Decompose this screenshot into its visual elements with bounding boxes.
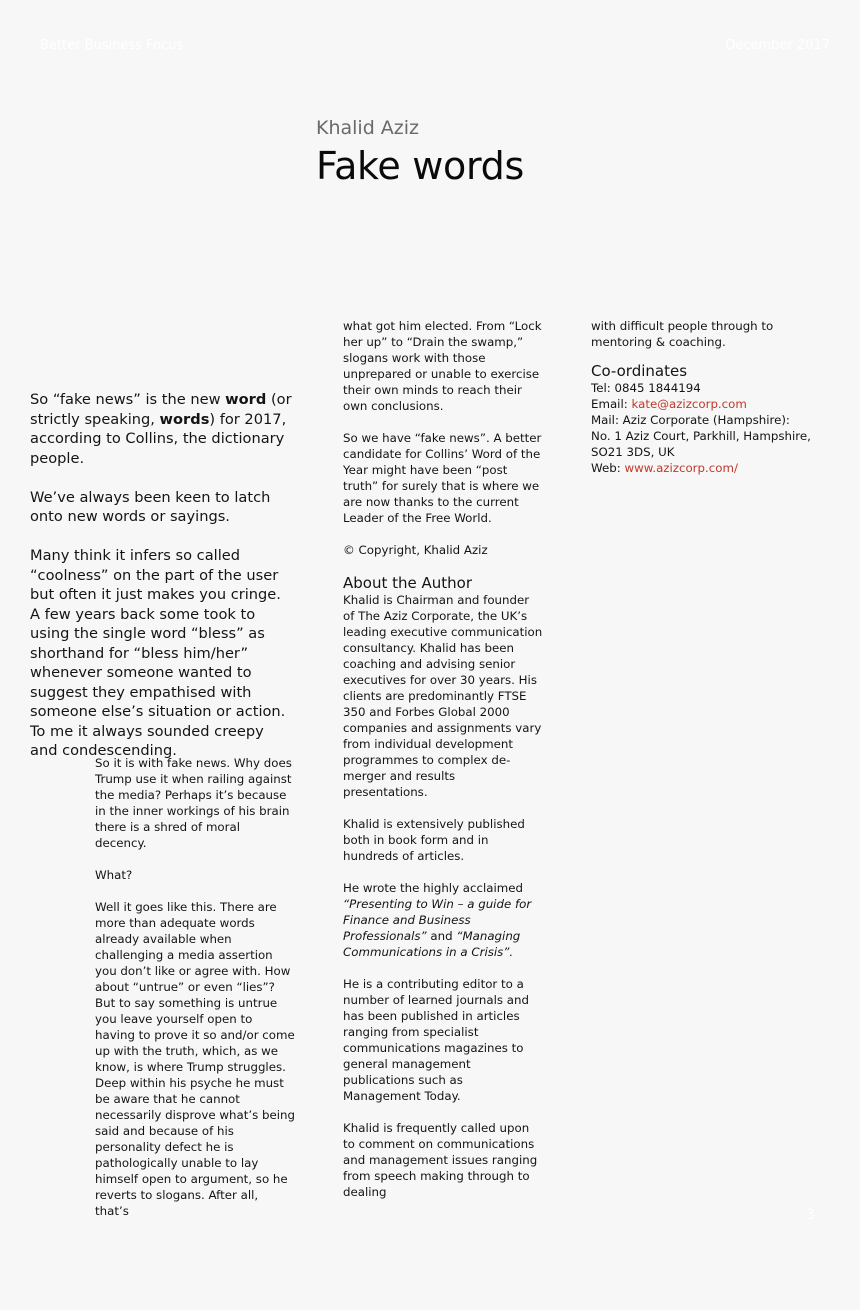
body-paragraph: So we have “fake news”. A better candidate for Collins’ Word of the Year might have been “post truth” for surely that is where we are now thanks to the current Leader of the Free World.	[343, 431, 542, 525]
body-paragraph: Well it goes like this. There are more than adequate words already available when challenging a media assertion you don’t like or agree with. How about “untrue” or even “lies”? But to say something is untrue you leave yourself open to having to prove it so and/or come up with the truth, which, as we know, is where Trump struggles. Deep within his psyche he must be aware that he cannot necessarily disprove what’s being said and because of his personality defect he is pathologically unable to lay himself open to argument, so he reverts to slogans. After all, that’s	[95, 900, 295, 1218]
book-title: “Presenting to Win – a guide for Finance and Business Professionals”	[343, 897, 532, 943]
email-line: Email: kate@azizcorp.com	[591, 397, 747, 411]
intro-paragraph: We’ve always been keen to latch onto new words or sayings.	[30, 488, 271, 525]
web-line: Web: www.azizcorp.com/	[591, 461, 738, 475]
book-title: “Managing Communications in a Crisis”.	[343, 929, 521, 959]
about-author-heading: About the Author	[343, 574, 473, 592]
article-author: Khalid Aziz	[316, 117, 420, 139]
website-link[interactable]: www.azizcorp.com/	[624, 461, 738, 475]
mail-address: No. 1 Aziz Court, Parkhill, Hampshire, SO21 3DS, UK	[591, 429, 811, 459]
article-title: Fake words	[316, 144, 524, 188]
coordinates-heading: Co-ordinates	[591, 362, 688, 380]
body-paragraph: what got him elected. From “Lock her up” to “Drain the swamp,” slogans work with those unprepared or unable to exercise their own minds to reach their own conclusions.	[343, 319, 542, 413]
body-paragraph: What?	[95, 868, 133, 882]
email-link[interactable]: kate@azizcorp.com	[631, 397, 747, 411]
intro-column	[30, 390, 292, 780]
about-paragraph: Khalid is frequently called upon to comment on communications and management issues ranging from speech making through to dealing	[343, 1121, 538, 1199]
intro-paragraph: Many think it infers so called “coolness” on the part of the user but often it just makes you cringe. A few years back some took to using the single word “bless” as shorthand for “bless him/her” whenever someone wanted to suggest they empathised with someone else’s situation or action. To me it always sounded creepy and condescending.	[30, 547, 286, 759]
about-paragraph: He is a contributing editor to a number of learned journals and has been published in articles ranging from specialist communications magazines to general management publications such as Management Today.	[343, 977, 529, 1103]
body-column-2	[343, 318, 543, 1216]
body-paragraph: with difficult people through to mentoring & coaching.	[591, 319, 774, 349]
about-paragraph: Khalid is Chairman and founder of The Aziz Corporate, the UK’s leading executive communication consultancy. Khalid has been coaching and advising senior executives for over 30 years. His clients are predominantly FTSE 350 and Forbes Global 2000 companies and assignments vary from individual development programmes to complex de-merger and results presentations.	[343, 593, 543, 799]
about-paragraph: He wrote the highly acclaimed “Presenting to Win – a guide for Finance and Business Professionals” and “Managing Communications in a Crisis”.	[343, 881, 532, 959]
about-paragraph: Khalid is extensively published both in book form and in hundreds of articles.	[343, 817, 525, 863]
body-column-1	[95, 755, 295, 1235]
mail-line: Mail: Aziz Corporate (Hampshire):	[591, 413, 790, 427]
copyright-line: © Copyright, Khalid Aziz	[343, 543, 488, 557]
bold-word: word	[225, 391, 267, 408]
issue-date: December 2017	[725, 38, 830, 53]
body-paragraph: So it is with fake news. Why does Trump use it when railing against the media? Perhaps it’s because in the inner workings of his brain there is a shred of moral decency.	[95, 756, 292, 850]
publication-name: Better Business Focus	[40, 38, 184, 53]
bold-words: words	[159, 410, 210, 428]
page-number: 3	[806, 1207, 815, 1223]
telephone: Tel: 0845 1844194	[591, 381, 701, 395]
intro-paragraph: So “fake news” is the new word (or strictly speaking, words) for 2017, according to Collins, the dictionary people.	[30, 391, 292, 467]
body-column-3	[591, 318, 823, 476]
